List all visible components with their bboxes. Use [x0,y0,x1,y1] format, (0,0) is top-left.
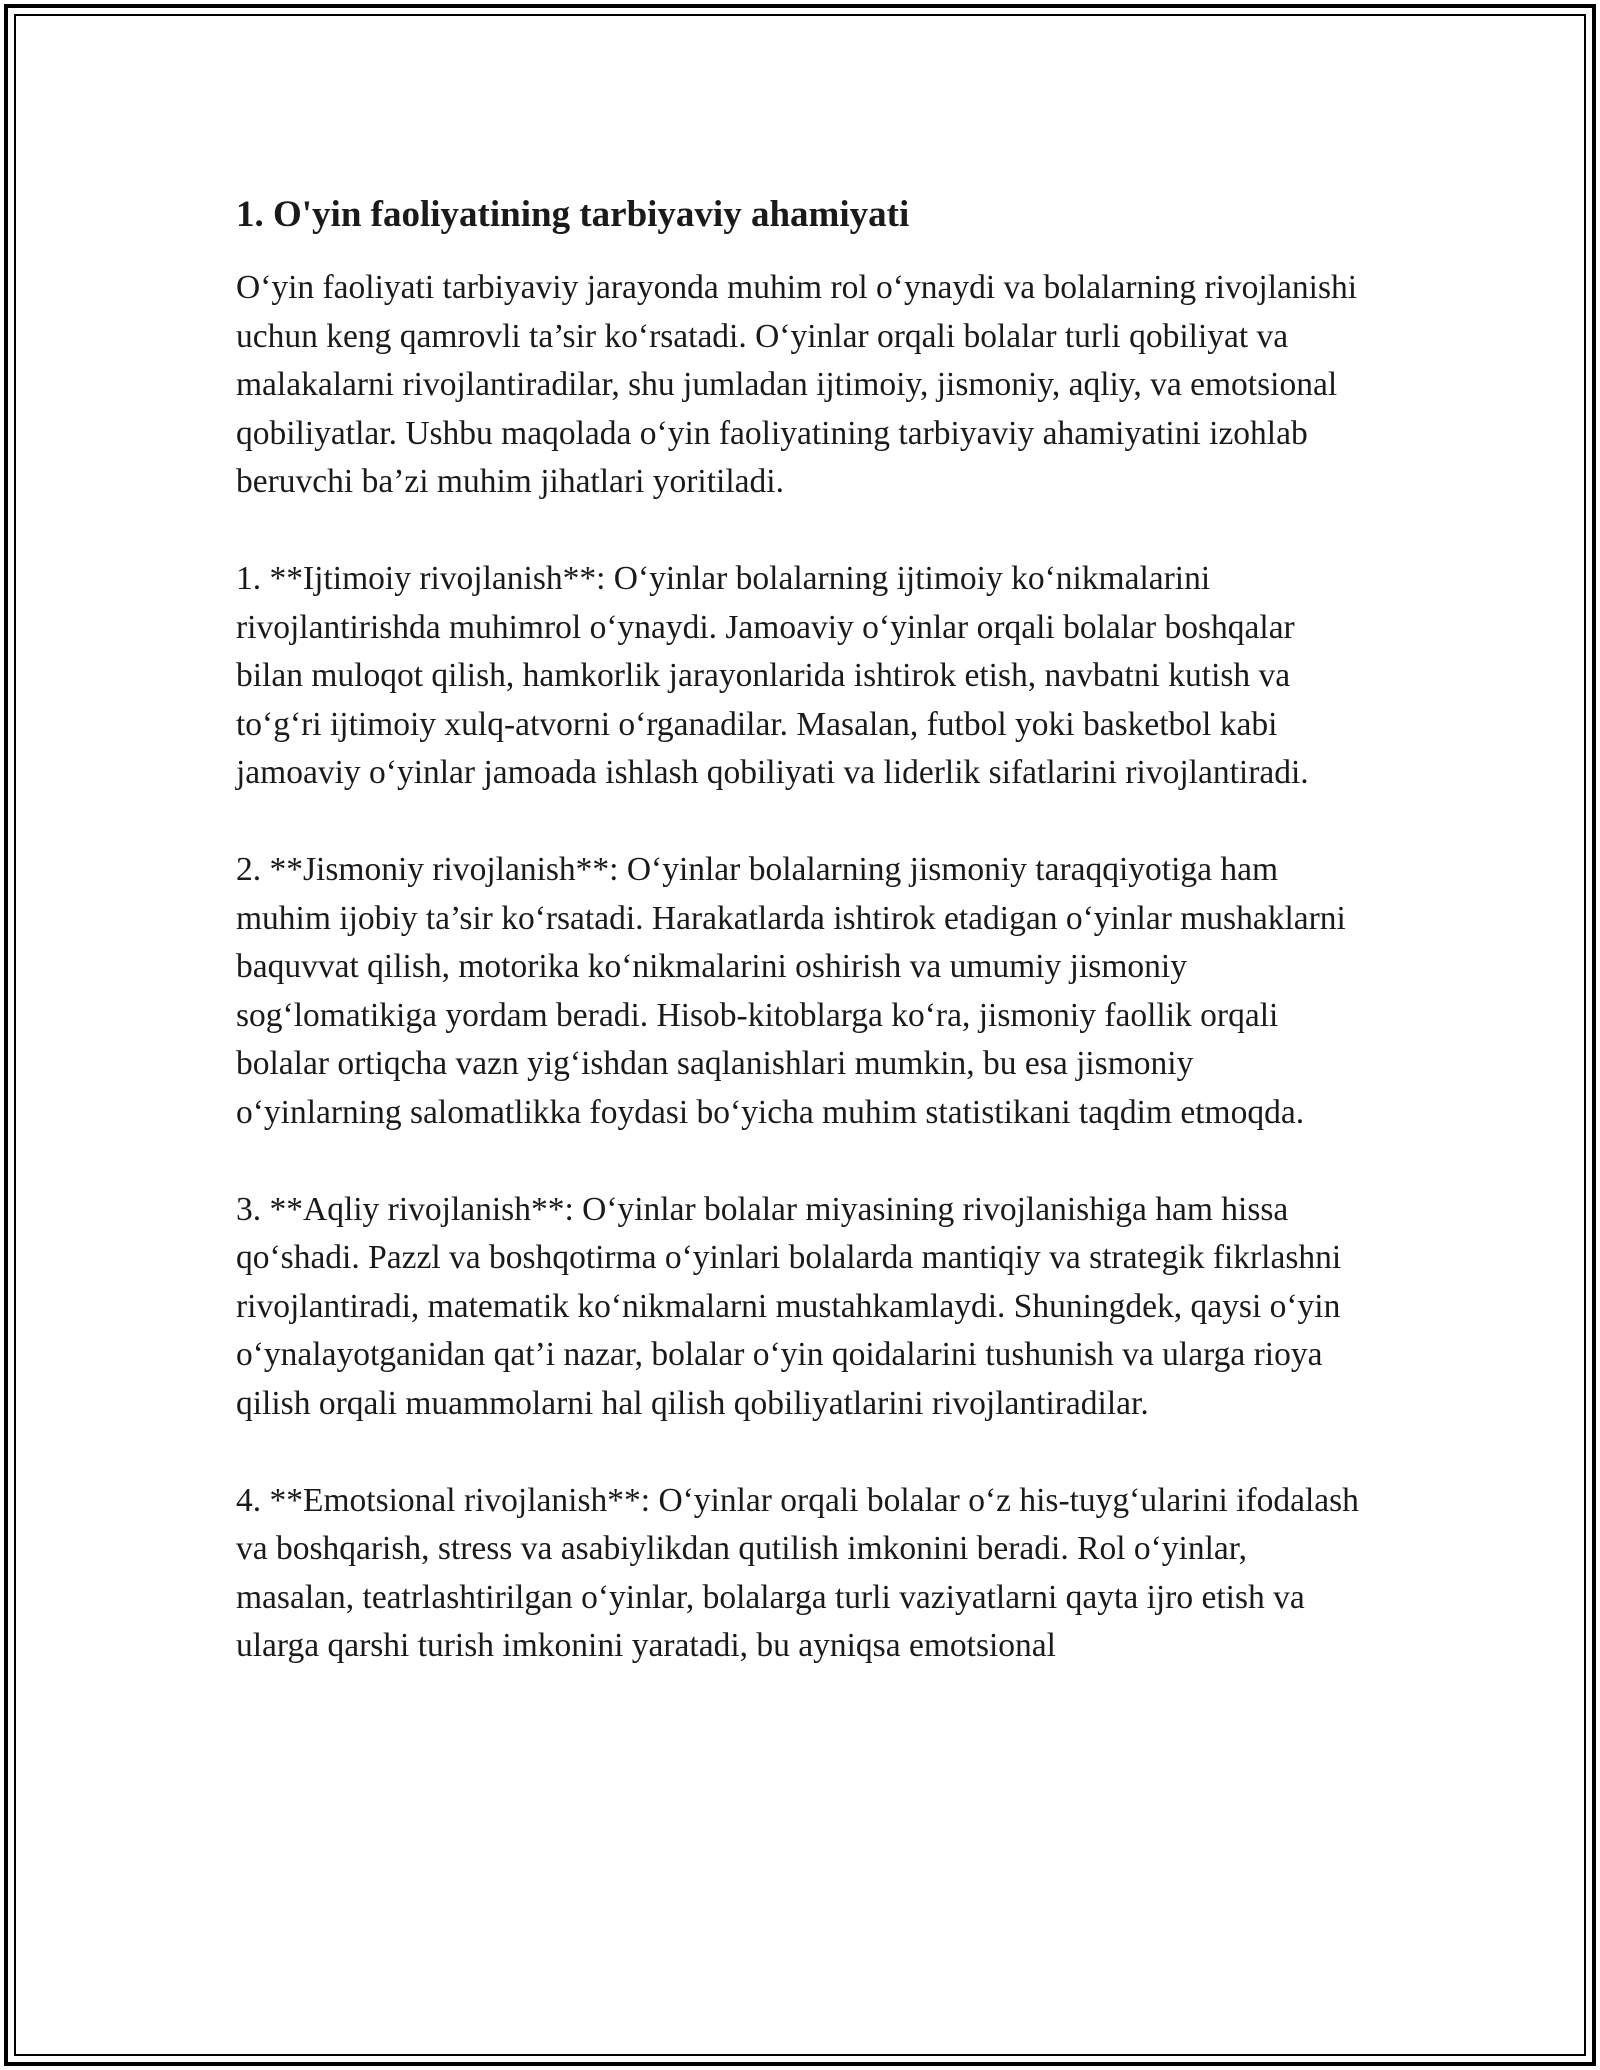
document-body [236,188,1366,1671]
social-development-paragraph: 1. **Ijtimoiy rivojlanish**: O‘yinlar bolalarning ijtimoiy ko‘nikmalarini rivojlantirishda muhimrol o‘ynaydi. Jamoaviy o‘yinlar orqali bolalar boshqalar bilan muloqot qilish, hamkorlik jarayonlarida ishtirok etish, navbatni kutish va to‘g‘ri ijtimoiy xulq-atvorni o‘rganadilar. Masalan, futbol yoki basketbol kabi jamoaviy o‘yinlar jamoada ishlash qobiliyati va liderlik sifatlarini rivojlantiradi. [236,560,1309,791]
mental-development-paragraph: 3. **Aqliy rivojlanish**: O‘yinlar bolalar miyasining rivojlanishiga ham hissa qo‘shadi. Pazzl va boshqotirma o‘yinlari bolalarda mantiqiy va strategik fikrlashni rivojlantiradi, matematik ko‘nikmalarni mustahkamlaydi. Shuningdek, qaysi o‘yin o‘ynalayotganidan qat’i nazar, bolalar o‘yin qoidalarini tushunish va ularga rioya qilish orqali muammolarni hal qilish qobiliyatlarini rivojlantiradilar. [236,1190,1342,1422]
intro-paragraph: O‘yin faoliyati tarbiyaviy jarayonda muhim rol o‘ynaydi va bolalarning rivojlanishi uchun keng qamrovli ta’sir ko‘rsatadi. O‘yinlar orqali bolalar turli qobiliyat va malakalarni rivojlantiradilar, shu jumladan ijtimoiy, jismoniy, aqliy, va emotsional qobiliyatlar. Ushbu maqolada o‘yin faoliyatining tarbiyaviy ahamiyatini izohlab beruvchi ba’zi muhim jihatlari yoritiladi. [236,269,1358,500]
paragraph-spacer [236,507,1366,556]
emotional-development-paragraph: 4. **Emotsional rivojlanish**: O‘yinlar orqali bolalar o‘z his-tuyg‘ularini ifodalash va boshqarish, stress va asabiylikdan qutilish imkonini beradi. Rol o‘yinlar, masalan, teatrlashtirilgan o‘yinlar, bolalarga turli vaziyatlarni qayta ijro etish va ularga qarshi turish imkonini yaratadi, bu ayniqsa emotsional [236,1481,1359,1664]
paragraph-spacer [236,1428,1366,1477]
paragraph-spacer [236,798,1366,847]
document-title: 1. O'yin faoliyatining tarbiyaviy ahamiyati [236,194,910,235]
physical-development-paragraph: 2. **Jismoniy rivojlanish**: O‘yinlar bolalarning jismoniy taraqqiyotiga ham muhim ijobiy ta’sir ko‘rsatadi. Harakatlarda ishtirok etadigan o‘yinlar mushaklarni baquvvat qilish, motorika ko‘nikmalarini oshirish va umumiy jismoniy sog‘lomatikiga yordam beradi. Hisob-kitoblarga ko‘ra, jismoniy faollik orqali bolalar ortiqcha vazn yig‘ishdan saqlanishlari mumkin, bu esa jismoniy o‘yinlarning salomatlikka foydasi bo‘yicha muhim statistikani taqdim etmoqda. [236,851,1346,1131]
paragraph-spacer [236,1137,1366,1186]
